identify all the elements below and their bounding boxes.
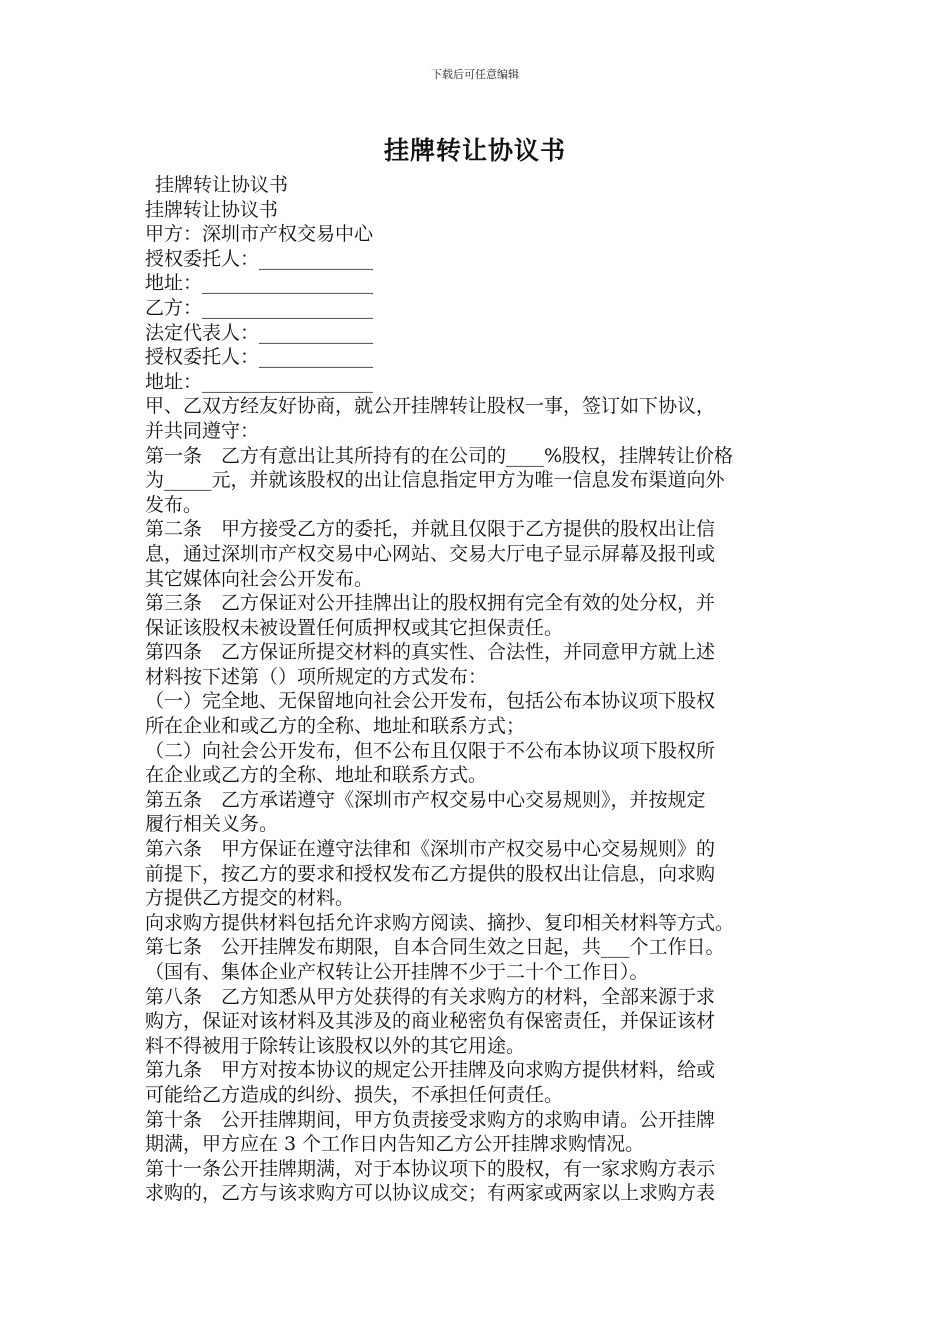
body-line: 在企业或乙方的全称、地址和联系方式。 [145, 764, 488, 787]
blank-field-line: 地址：__________________ [145, 370, 374, 393]
blank-field-line: 授权委托人：____________ [145, 346, 374, 369]
body-line: 材料按下述第（）项所规定的方式发布： [145, 665, 488, 688]
blank-field-line: 法定代表人：____________ [145, 321, 374, 344]
blank-field-line: 授权委托人：____________ [145, 247, 374, 270]
article-line: 第十一条公开挂牌期满，对于本协议项下的股权，有一家求购方表示 [145, 1157, 716, 1180]
body-line: 所在企业和或乙方的全称、地址和联系方式； [145, 715, 526, 738]
body-line: 其它媒体向社会公开发布。 [145, 567, 374, 590]
body-line: 期满，甲方应在 3 个工作日内告知乙方公开挂牌求购情况。 [145, 1133, 645, 1156]
body-line: 甲、乙双方经友好协商，就公开挂牌转让股权一事，签订如下协议， [145, 395, 716, 418]
article-line: 第一条 乙方有意出让其所持有的在公司的____%股权，挂牌转让价格 [145, 444, 734, 467]
body-line: 购方，保证对该材料及其涉及的商业秘密负有保密责任，并保证该材 [145, 1010, 716, 1033]
article-line: 第五条 乙方承诺遵守《深圳市产权交易中心交易规则》，并按规定 [145, 788, 706, 811]
article-line: 第四条 乙方保证所提交材料的真实性、合法性，并同意甲方就上述 [145, 641, 716, 664]
body-line: 并共同遵守： [145, 419, 260, 442]
article-line: 第九条 甲方对按本协议的规定公开挂牌及向求购方提供材料，给或 [145, 1059, 716, 1082]
body-line: 保证该股权未被设置任何质押权或其它担保责任。 [145, 616, 564, 639]
body-line: （一）完全地、无保留地向社会公开发布，包括公布本协议项下股权 [145, 690, 716, 713]
body-line: 方提供乙方提交的材料。 [145, 887, 355, 910]
article-line: 第八条 乙方知悉从甲方处获得的有关求购方的材料，全部来源于求 [145, 985, 716, 1008]
article-line: 第七条 公开挂牌发布期限，自本合同生效之日起，共___个工作日。 [145, 936, 725, 959]
body-line: 息，通过深圳市产权交易中心网站、交易大厅电子显示屏幕及报刊或 [145, 542, 716, 565]
document-title: 挂牌转让协议书 [383, 136, 566, 165]
body-line: 向求购方提供材料包括允许求购方阅读、摘抄、复印相关材料等方式。 [145, 911, 735, 934]
article-line: 第二条 甲方接受乙方的委托，并就且仅限于乙方提供的股权出让信 [145, 518, 716, 541]
body-line: 为_____元，并就该股权的出让信息指定甲方为唯一信息发布渠道向外 [145, 469, 725, 492]
party-b-line: 乙方：__________________ [145, 296, 374, 319]
body-line: （国有、集体企业产权转让公开挂牌不少于二十个工作日）。 [145, 961, 649, 983]
body-line: 求购的，乙方与该求购方可以协议成交；有两家或两家以上求购方表 [145, 1182, 716, 1205]
article-line: 第六条 甲方保证在遵守法律和《深圳市产权交易中心交易规则》的 [145, 838, 716, 861]
body-line: 发布。 [145, 493, 203, 516]
body-line: （二）向社会公开发布，但不公布且仅限于不公布本协议项下股权所 [145, 739, 716, 762]
document-body [145, 173, 810, 1206]
article-line: 第十条 公开挂牌期间，甲方负责接受求购方的求购申请。公开挂牌 [145, 1108, 716, 1131]
party-a-line: 甲方：深圳市产权交易中心 [145, 223, 374, 246]
header-note: 下载后可任意编辑 [431, 68, 519, 81]
blank-field-line: 地址：__________________ [145, 272, 374, 295]
body-line: 前提下，按乙方的要求和授权发布乙方提供的股权出让信息，向求购 [145, 862, 716, 885]
article-line: 第三条 乙方保证对公开挂牌出让的股权拥有完全有效的处分权，并 [145, 592, 716, 615]
body-line: 料不得被用于除转让该股权以外的其它用途。 [145, 1034, 526, 1057]
body-line: 可能给乙方造成的纠纷、损失，不承担任何责任。 [145, 1083, 564, 1106]
body-line: 履行相关义务。 [145, 813, 279, 836]
body-line: 挂牌转让协议书 [145, 198, 279, 221]
body-line: 挂牌转让协议书 [155, 174, 289, 196]
